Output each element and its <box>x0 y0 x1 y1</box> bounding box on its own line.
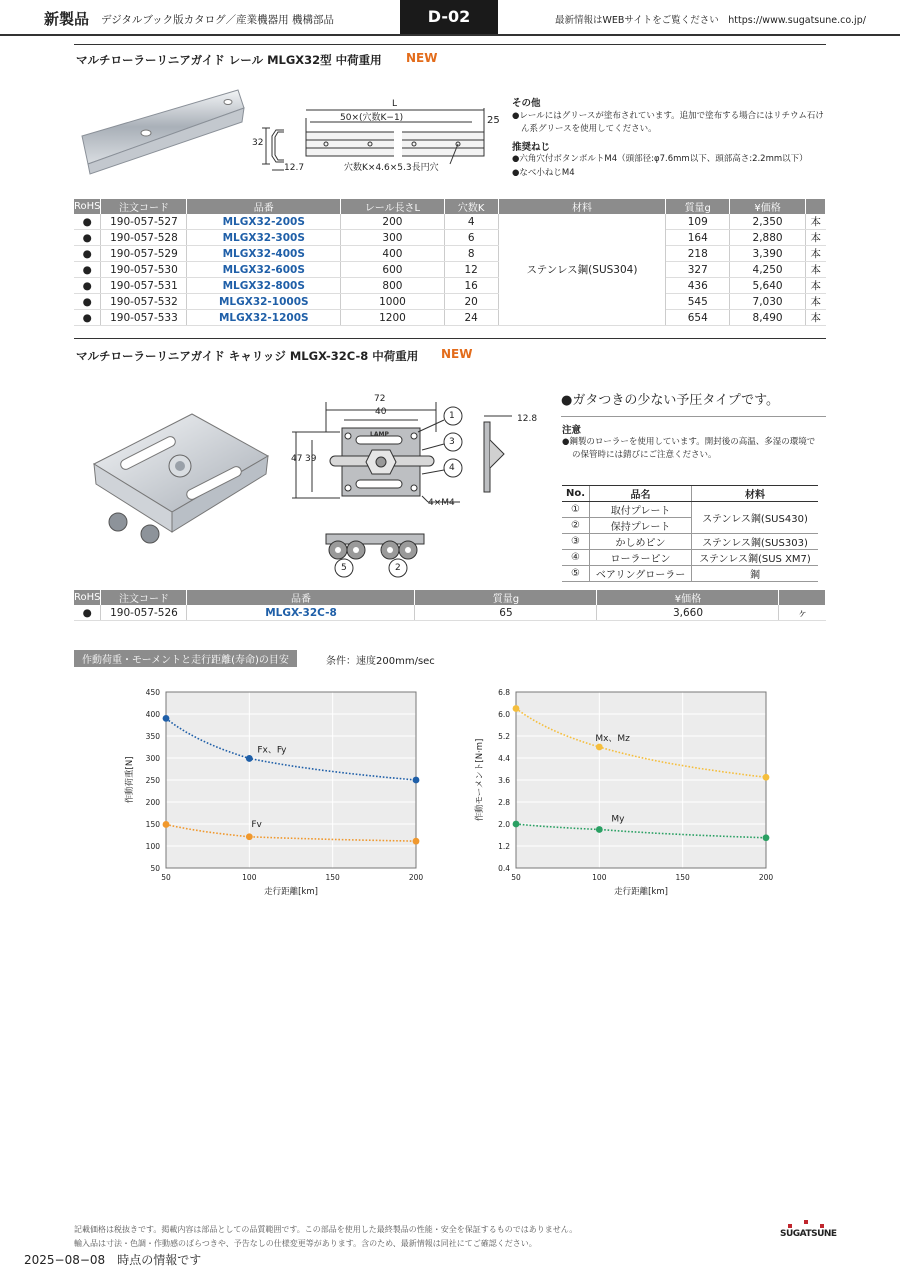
footer-note-2: 輸入品は寸法・色調・作動感のばらつきや、予告なしの仕様変更等があります。含のため、最新情報は同社にてご確認ください。 <box>74 1239 537 1248</box>
footer-note-1: 記載価格は税抜きです。掲載内容は部品としての品質範囲です。この部品を使用した最終製品の性能・安全を保証するものではありません。 <box>74 1225 578 1234</box>
price-cell: 5,640 <box>730 278 806 294</box>
y-tick-label: 50 <box>150 864 160 873</box>
feature-rule <box>561 416 826 417</box>
table-row <box>74 262 826 278</box>
x-axis-label: 走行距離[km] <box>264 887 318 897</box>
col-material: 材料 <box>498 199 666 214</box>
y-tick-label: 200 <box>145 798 160 807</box>
web-notice[interactable]: 最新情報はWEBサイトをご覧ください https://www.sugatsune.co.jp/ <box>555 15 866 26</box>
hole-count-cell: 6 <box>444 230 498 246</box>
data-point <box>413 777 420 784</box>
data-point <box>596 826 603 833</box>
part-material-cell: ステンレス鋼(SUS430) <box>692 502 818 534</box>
rohs-cell: ● <box>74 278 101 294</box>
unit-cell: 本 <box>805 262 825 278</box>
part-material-cell: ステンレス鋼(SUS XM7) <box>692 550 818 566</box>
moment-chart <box>470 682 780 902</box>
col-unit <box>779 590 826 605</box>
dim-32: 32 <box>252 138 264 148</box>
order-code-cell: 190-057-527 <box>101 214 187 230</box>
data-point <box>246 755 253 762</box>
y-tick-label: 100 <box>145 842 160 851</box>
table-header-row <box>74 590 826 605</box>
x-tick-label: 100 <box>592 873 607 882</box>
series-label: Fv <box>251 819 262 830</box>
order-code-cell: 190-057-530 <box>101 262 187 278</box>
price-cell: 2,880 <box>730 230 806 246</box>
hole-count-cell: 20 <box>444 294 498 310</box>
screw-note-1: ●六角穴付ボタンボルトM4（頭部径:φ7.6mm以下、頭部高さ:2.2mm以下） <box>512 154 808 164</box>
table-row <box>74 278 826 294</box>
y-tick-label: 1.2 <box>498 842 510 851</box>
brand-mark-icon <box>784 1220 830 1228</box>
unit-cell: 本 <box>805 246 825 262</box>
y-tick-label: 400 <box>145 710 160 719</box>
y-tick-label: 150 <box>145 820 160 829</box>
rail-length-cell: 300 <box>341 230 445 246</box>
callout-1: 1 <box>449 411 455 421</box>
y-tick-label: 250 <box>145 776 160 785</box>
rohs-cell: ● <box>74 262 101 278</box>
other-note-1: ●レールにはグリースが塗布されています。追加で塗布する場合にはリチウム石け <box>512 111 824 121</box>
part-number-link[interactable]: MLGX-32C-8 <box>187 605 415 621</box>
part-material-cell: 鋼 <box>692 566 818 582</box>
data-point <box>763 834 770 841</box>
part-number-link[interactable]: MLGX32-300S <box>187 230 341 246</box>
part-material-cell: ステンレス鋼(SUS303) <box>692 534 818 550</box>
data-point <box>163 715 170 722</box>
table-row <box>74 605 826 621</box>
x-tick-label: 150 <box>325 873 340 882</box>
y-tick-label: 0.4 <box>498 864 510 873</box>
page-header <box>0 0 900 36</box>
rohs-cell: ● <box>74 310 101 326</box>
price-cell: 2,350 <box>730 214 806 230</box>
dim-12-7: 12.7 <box>284 163 305 173</box>
order-code-cell: 190-057-526 <box>101 605 187 621</box>
y-tick-label: 300 <box>145 754 160 763</box>
page-code: D-02 <box>400 0 498 34</box>
screw-heading: 推奨ねじ <box>512 142 551 153</box>
table-row <box>562 566 818 582</box>
part-name-cell: ベアリングローラー <box>590 566 692 582</box>
col-no: No. <box>562 486 590 502</box>
carriage-spec-table <box>74 590 826 621</box>
carriage-dimension-drawing <box>290 392 550 582</box>
x-tick-label: 50 <box>161 873 171 882</box>
col-order-code: 注文コード <box>101 590 187 605</box>
price-cell: 4,250 <box>730 262 806 278</box>
carriage-new-badge: NEW <box>441 347 473 361</box>
other-note-2: ん系グリースを使用してください。 <box>521 124 657 134</box>
dim-39: 39 <box>305 454 317 464</box>
y-axis-label: 作動荷重[N] <box>125 756 135 804</box>
part-number-link[interactable]: MLGX32-1000S <box>187 294 341 310</box>
dim-pitch: 50×(穴数K−1) <box>340 113 404 123</box>
parts-table <box>562 485 818 582</box>
order-code-cell: 190-057-531 <box>101 278 187 294</box>
data-point <box>763 774 770 781</box>
part-number-link[interactable]: MLGX32-600S <box>187 262 341 278</box>
screw-note-2: ●なべ小ねじM4 <box>512 168 575 178</box>
carriage-title: マルチローラーリニアガイド キャリッジ MLGX-32C-8 中荷重用 <box>76 349 419 363</box>
part-no-cell: ① <box>562 502 590 518</box>
col-part-number: 品番 <box>187 590 415 605</box>
part-name-cell: 取付プレート <box>590 502 692 518</box>
callout-5: 5 <box>341 563 347 573</box>
data-point <box>413 838 420 845</box>
rail-length-cell: 1200 <box>341 310 445 326</box>
y-tick-label: 350 <box>145 732 160 741</box>
col-mass: 質量g <box>415 590 597 605</box>
callout-3: 3 <box>449 437 455 447</box>
mass-cell: 109 <box>666 214 730 230</box>
table-row <box>74 214 826 230</box>
rail-length-cell: 200 <box>341 214 445 230</box>
mass-cell: 218 <box>666 246 730 262</box>
part-no-cell: ④ <box>562 550 590 566</box>
data-point <box>246 833 253 840</box>
rohs-cell: ● <box>74 294 101 310</box>
col-part-number: 品番 <box>187 199 341 214</box>
price-cell: 7,030 <box>730 294 806 310</box>
series-label: Mx、Mz <box>595 734 630 744</box>
rail-spec-table <box>74 199 826 326</box>
brand-logo: SUGATSUNE <box>780 1229 837 1239</box>
caution-1: ●鋼製のローラーを使用しています。開封後の高温、多湿の環境で <box>562 437 816 447</box>
table-row <box>74 246 826 262</box>
rail-length-cell: 1000 <box>341 294 445 310</box>
hole-count-cell: 12 <box>444 262 498 278</box>
col-rohs: RoHS <box>74 592 101 603</box>
table-header-row <box>562 486 818 502</box>
rohs-cell: ● <box>74 230 101 246</box>
catalog-label: デジタルブック版カタログ／産業機器用 機構部品 <box>101 14 334 26</box>
x-axis-label: 走行距離[km] <box>614 887 668 897</box>
rail-new-badge: NEW <box>406 51 438 65</box>
dim-L: L <box>392 99 398 109</box>
carriage-feature: ●ガタつきの少ない予圧タイプです。 <box>561 393 780 408</box>
mass-cell: 164 <box>666 230 730 246</box>
part-name-cell: ローラーピン <box>590 550 692 566</box>
mass-cell: 545 <box>666 294 730 310</box>
rail-length-cell: 800 <box>341 278 445 294</box>
table-row <box>562 550 818 566</box>
y-tick-label: 6.0 <box>498 710 510 719</box>
part-number-link[interactable]: MLGX32-800S <box>187 278 341 294</box>
hole-count-cell: 24 <box>444 310 498 326</box>
col-rail-length: レール長さL <box>341 199 445 214</box>
y-axis-label: 作動モーメント[N·m] <box>475 738 485 822</box>
col-unit <box>805 199 825 214</box>
series-label: Fx、Fy <box>257 745 287 756</box>
dim-47: 47 <box>291 454 303 464</box>
caution-heading: 注意 <box>562 425 582 436</box>
callout-4: 4 <box>449 463 455 473</box>
section-rule <box>74 44 826 45</box>
price-cell: 3,660 <box>597 605 779 621</box>
table-row <box>74 294 826 310</box>
y-tick-label: 4.4 <box>498 754 510 763</box>
y-tick-label: 450 <box>145 688 160 697</box>
material-cell: ステンレス鋼(SUS304) <box>498 214 666 326</box>
caution-2: の保管時には錆びにご注意ください。 <box>572 450 717 460</box>
hole-count-cell: 16 <box>444 278 498 294</box>
x-tick-label: 200 <box>758 873 774 882</box>
part-no-cell: ② <box>562 518 590 534</box>
col-rohs: RoHS <box>74 201 101 212</box>
charts-section-label: 作動荷重・モーメントと走行距離(寿命)の目安 <box>74 650 297 667</box>
dim-4xm4: 4×M4 <box>428 498 455 508</box>
hole-count-cell: 4 <box>444 214 498 230</box>
part-number-link[interactable]: MLGX32-1200S <box>187 310 341 326</box>
price-cell: 3,390 <box>730 246 806 262</box>
unit-cell: 本 <box>805 294 825 310</box>
price-cell: 8,490 <box>730 310 806 326</box>
rohs-cell: ● <box>74 246 101 262</box>
rohs-cell: ● <box>74 605 101 621</box>
part-number-link[interactable]: MLGX32-200S <box>187 214 341 230</box>
y-tick-label: 3.6 <box>498 776 510 785</box>
x-tick-label: 100 <box>242 873 257 882</box>
col-mass: 質量g <box>666 199 730 214</box>
part-no-cell: ③ <box>562 534 590 550</box>
rail-product-image <box>78 86 246 176</box>
col-price: ¥価格 <box>730 199 806 214</box>
new-products-label: 新製品 <box>44 10 90 28</box>
charts-condition: 条件：速度200mm/sec <box>326 656 435 667</box>
unit-cell: 本 <box>805 230 825 246</box>
data-point <box>163 821 170 828</box>
unit-cell: 本 <box>805 310 825 326</box>
mass-cell: 654 <box>666 310 730 326</box>
data-point <box>513 705 520 712</box>
mass-cell: 327 <box>666 262 730 278</box>
info-date: 2025−08−08 時点の情報です <box>24 1253 202 1267</box>
col-name: 品名 <box>590 486 692 502</box>
dim-25: 25 <box>487 115 500 126</box>
unit-cell: ヶ <box>779 605 826 621</box>
mass-cell: 436 <box>666 278 730 294</box>
hole-count-cell: 8 <box>444 246 498 262</box>
table-row <box>562 502 818 518</box>
table-row <box>74 230 826 246</box>
unit-cell: 本 <box>805 278 825 294</box>
x-tick-label: 200 <box>408 873 424 882</box>
order-code-cell: 190-057-529 <box>101 246 187 262</box>
data-point <box>513 821 520 828</box>
part-name-cell: かしめピン <box>590 534 692 550</box>
order-code-cell: 190-057-532 <box>101 294 187 310</box>
mass-cell: 65 <box>415 605 597 621</box>
col-hole-count: 穴数K <box>444 199 498 214</box>
order-code-cell: 190-057-533 <box>101 310 187 326</box>
dim-72: 72 <box>374 394 386 404</box>
col-material: 材料 <box>692 486 818 502</box>
rail-length-cell: 600 <box>341 262 445 278</box>
data-point <box>596 744 603 751</box>
x-tick-label: 50 <box>511 873 521 882</box>
x-tick-label: 150 <box>675 873 690 882</box>
other-heading: その他 <box>512 98 541 109</box>
rail-length-cell: 400 <box>341 246 445 262</box>
y-tick-label: 6.8 <box>498 688 510 697</box>
part-number-link[interactable]: MLGX32-400S <box>187 246 341 262</box>
y-tick-label: 5.2 <box>498 732 510 741</box>
rohs-cell: ● <box>74 214 101 230</box>
table-row <box>74 310 826 326</box>
order-code-cell: 190-057-528 <box>101 230 187 246</box>
callout-2: 2 <box>395 563 401 573</box>
carriage-product-image <box>88 408 272 548</box>
part-no-cell: ⑤ <box>562 566 590 582</box>
dim-12-8: 12.8 <box>517 414 538 424</box>
load-chart <box>120 682 430 902</box>
dim-40: 40 <box>375 407 387 417</box>
col-order-code: 注文コード <box>101 199 187 214</box>
lamp-logo: LAMP <box>370 431 389 438</box>
y-tick-label: 2.8 <box>498 798 510 807</box>
table-header-row <box>74 199 826 214</box>
table-row <box>562 534 818 550</box>
part-name-cell: 保持プレート <box>590 518 692 534</box>
y-tick-label: 2.0 <box>498 820 510 829</box>
dim-holes: 穴数K×4.6×5.3長円穴 <box>344 163 439 173</box>
col-price: ¥価格 <box>597 590 779 605</box>
section-rule <box>74 338 826 339</box>
series-label: My <box>611 814 625 825</box>
rail-title: マルチローラーリニアガイド レール MLGX32型 中荷重用 <box>76 53 382 67</box>
unit-cell: 本 <box>805 214 825 230</box>
